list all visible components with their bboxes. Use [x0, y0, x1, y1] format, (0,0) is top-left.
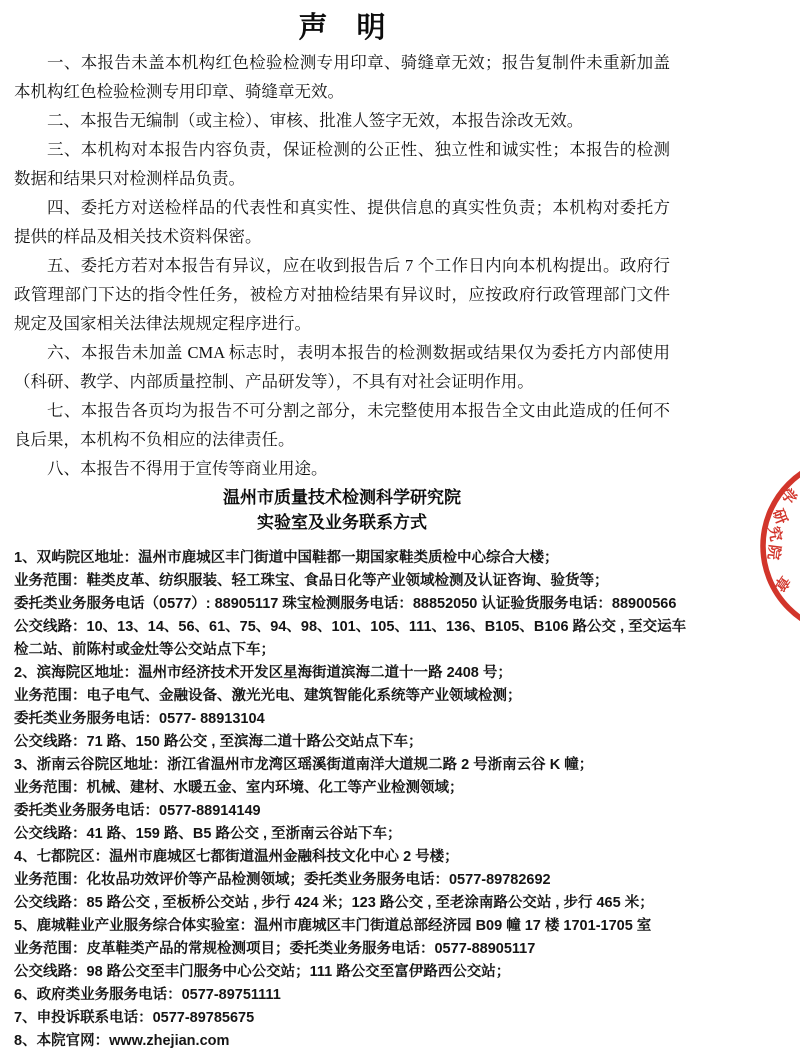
statement-item-7: 七、本报告各页均为报告不可分割之部分，未完整使用本报告全文由此造成的任何不良后果，本机构不负相应的法律责任。: [14, 401, 670, 449]
contact-list: [14, 547, 690, 1053]
statement-item-3: 三、本机构对本报告内容负责，保证检测的公正性、独立性和诚实性；本报告的检测数据和结果只对检测样品负责。: [14, 140, 670, 188]
institute-header: [14, 485, 670, 535]
contact-line: 4、七都院区：温州市鹿城区七都街道温州金融科技文化中心 2 号楼；: [14, 849, 459, 865]
svg-text:研: 研: [768, 507, 790, 527]
contact-line: 1、双屿院区地址：温州市鹿城区丰门街道中国鞋都一期国家鞋类质检中心综合大楼；: [14, 550, 559, 566]
contact-line: 公交线路：85 路公交 , 至板桥公交站 , 步行 424 米；123 路公交 , 至老涂南路公交站 , 步行 465 米；: [14, 895, 654, 911]
svg-text:院: 院: [764, 543, 782, 561]
contact-line: 公交线路：10、13、14、56、61、75、94、98、101、105、111、136、B105、B106 路公交 , 至交运车检二站、前陈村或金灶等公交站点下车；: [14, 619, 687, 658]
svg-text:学: 学: [777, 486, 799, 508]
contact-line: 委托类业务服务电话：0577- 88913104: [14, 711, 265, 727]
contact-line: 公交线路：98 路公交至丰门服务中心公交站；111 路公交至富伊路西公交站；: [14, 964, 511, 980]
contact-line: 业务范围：化妆品功效评价等产品检测领域；委托类业务服务电话：0577-89782692: [14, 872, 551, 888]
contact-line: 2、滨海院区地址：温州市经济技术开发区星海街道滨海二道十一路 2408 号；: [14, 665, 512, 681]
contact-line: 业务范围：皮革鞋类产品的常规检测项目；委托类业务服务电话：0577-88905117: [14, 941, 536, 957]
statement-item-1: 一、本报告未盖本机构红色检验检测专用印章、骑缝章无效；报告复制件未重新加盖本机构红色检验检测专用印章、骑缝章无效。: [14, 53, 670, 101]
statements-section: [14, 48, 670, 483]
statement-item-5: 五、委托方若对本报告有异议，应在收到报告后 7 个工作日内向本机构提出。政府行政管理部门下达的指令性任务，被检方对抽检结果有异议时，应按政府行政管理部门文件规定及国家相关法律法规规定程序进行。: [14, 256, 670, 333]
contact-line: 委托类业务服务电话：0577-88914149: [14, 803, 261, 819]
contact-line: 公交线路：71 路、150 路公交 , 至滨海二道十路公交站点下车；: [14, 734, 423, 750]
contact-line: 业务范围：电子电气、金融设备、激光光电、建筑智能化系统等产业领域检测；: [14, 688, 522, 704]
statement-item-6: 六、本报告未加盖 CMA 标志时，表明本报告的检测数据或结果仅为委托方内部使用（科研、教学、内部质量控制、产品研发等），不具有对社会证明作用。: [14, 343, 670, 391]
contact-line: 5、鹿城鞋业产业服务综合体实验室：温州市鹿城区丰门街道总部经济园 B09 幢 17 楼 1701-1705 室: [14, 918, 652, 934]
statement-item-8: 八、本报告不得用于宣传等商业用途。: [47, 459, 328, 478]
contact-line: 业务范围：鞋类皮革、纺织服装、轻工珠宝、食品日化等产业领域检测及认证咨询、验货等；: [14, 573, 609, 589]
institute-subtitle: 实验室及业务联系方式: [257, 513, 427, 532]
contact-line: 委托类业务服务电话（0577）: 88905117 珠宝检测服务电话：88852050 认证验货服务电话：88900566: [14, 596, 677, 612]
svg-text:究: 究: [764, 525, 784, 543]
contact-line: 公交线路：41 路、159 路、B5 路公交 , 至浙南云谷站下车；: [14, 826, 402, 842]
svg-text:章: 章: [770, 572, 792, 594]
contact-line: 业务范围：机械、建材、水暖五金、室内环境、化工等产业检测领域；: [14, 780, 464, 796]
contact-line: 7、申投诉联系电话：0577-89785675: [14, 1010, 255, 1026]
contact-line: 6、政府类业务服务电话：0577-89751111: [14, 987, 281, 1003]
statement-item-4: 四、委托方对送检样品的代表性和真实性、提供信息的真实性负责；本机构对委托方提供的样品及相关技术资料保密。: [14, 198, 670, 246]
contact-line: 8、本院官网：www.zhejian.com: [14, 1033, 230, 1049]
institute-name: 温州市质量技术检测科学研究院: [223, 488, 461, 507]
contact-line: 3、浙南云谷院区地址：浙江省温州市龙湾区瑶溪街道南洋大道规二路 2 号浙南云谷 K 幢；: [14, 757, 594, 773]
page-title: 声 明: [298, 12, 386, 44]
statement-item-2: 二、本报告无编制（或主检）、审核、批准人签字无效，本报告涂改无效。: [47, 111, 584, 130]
